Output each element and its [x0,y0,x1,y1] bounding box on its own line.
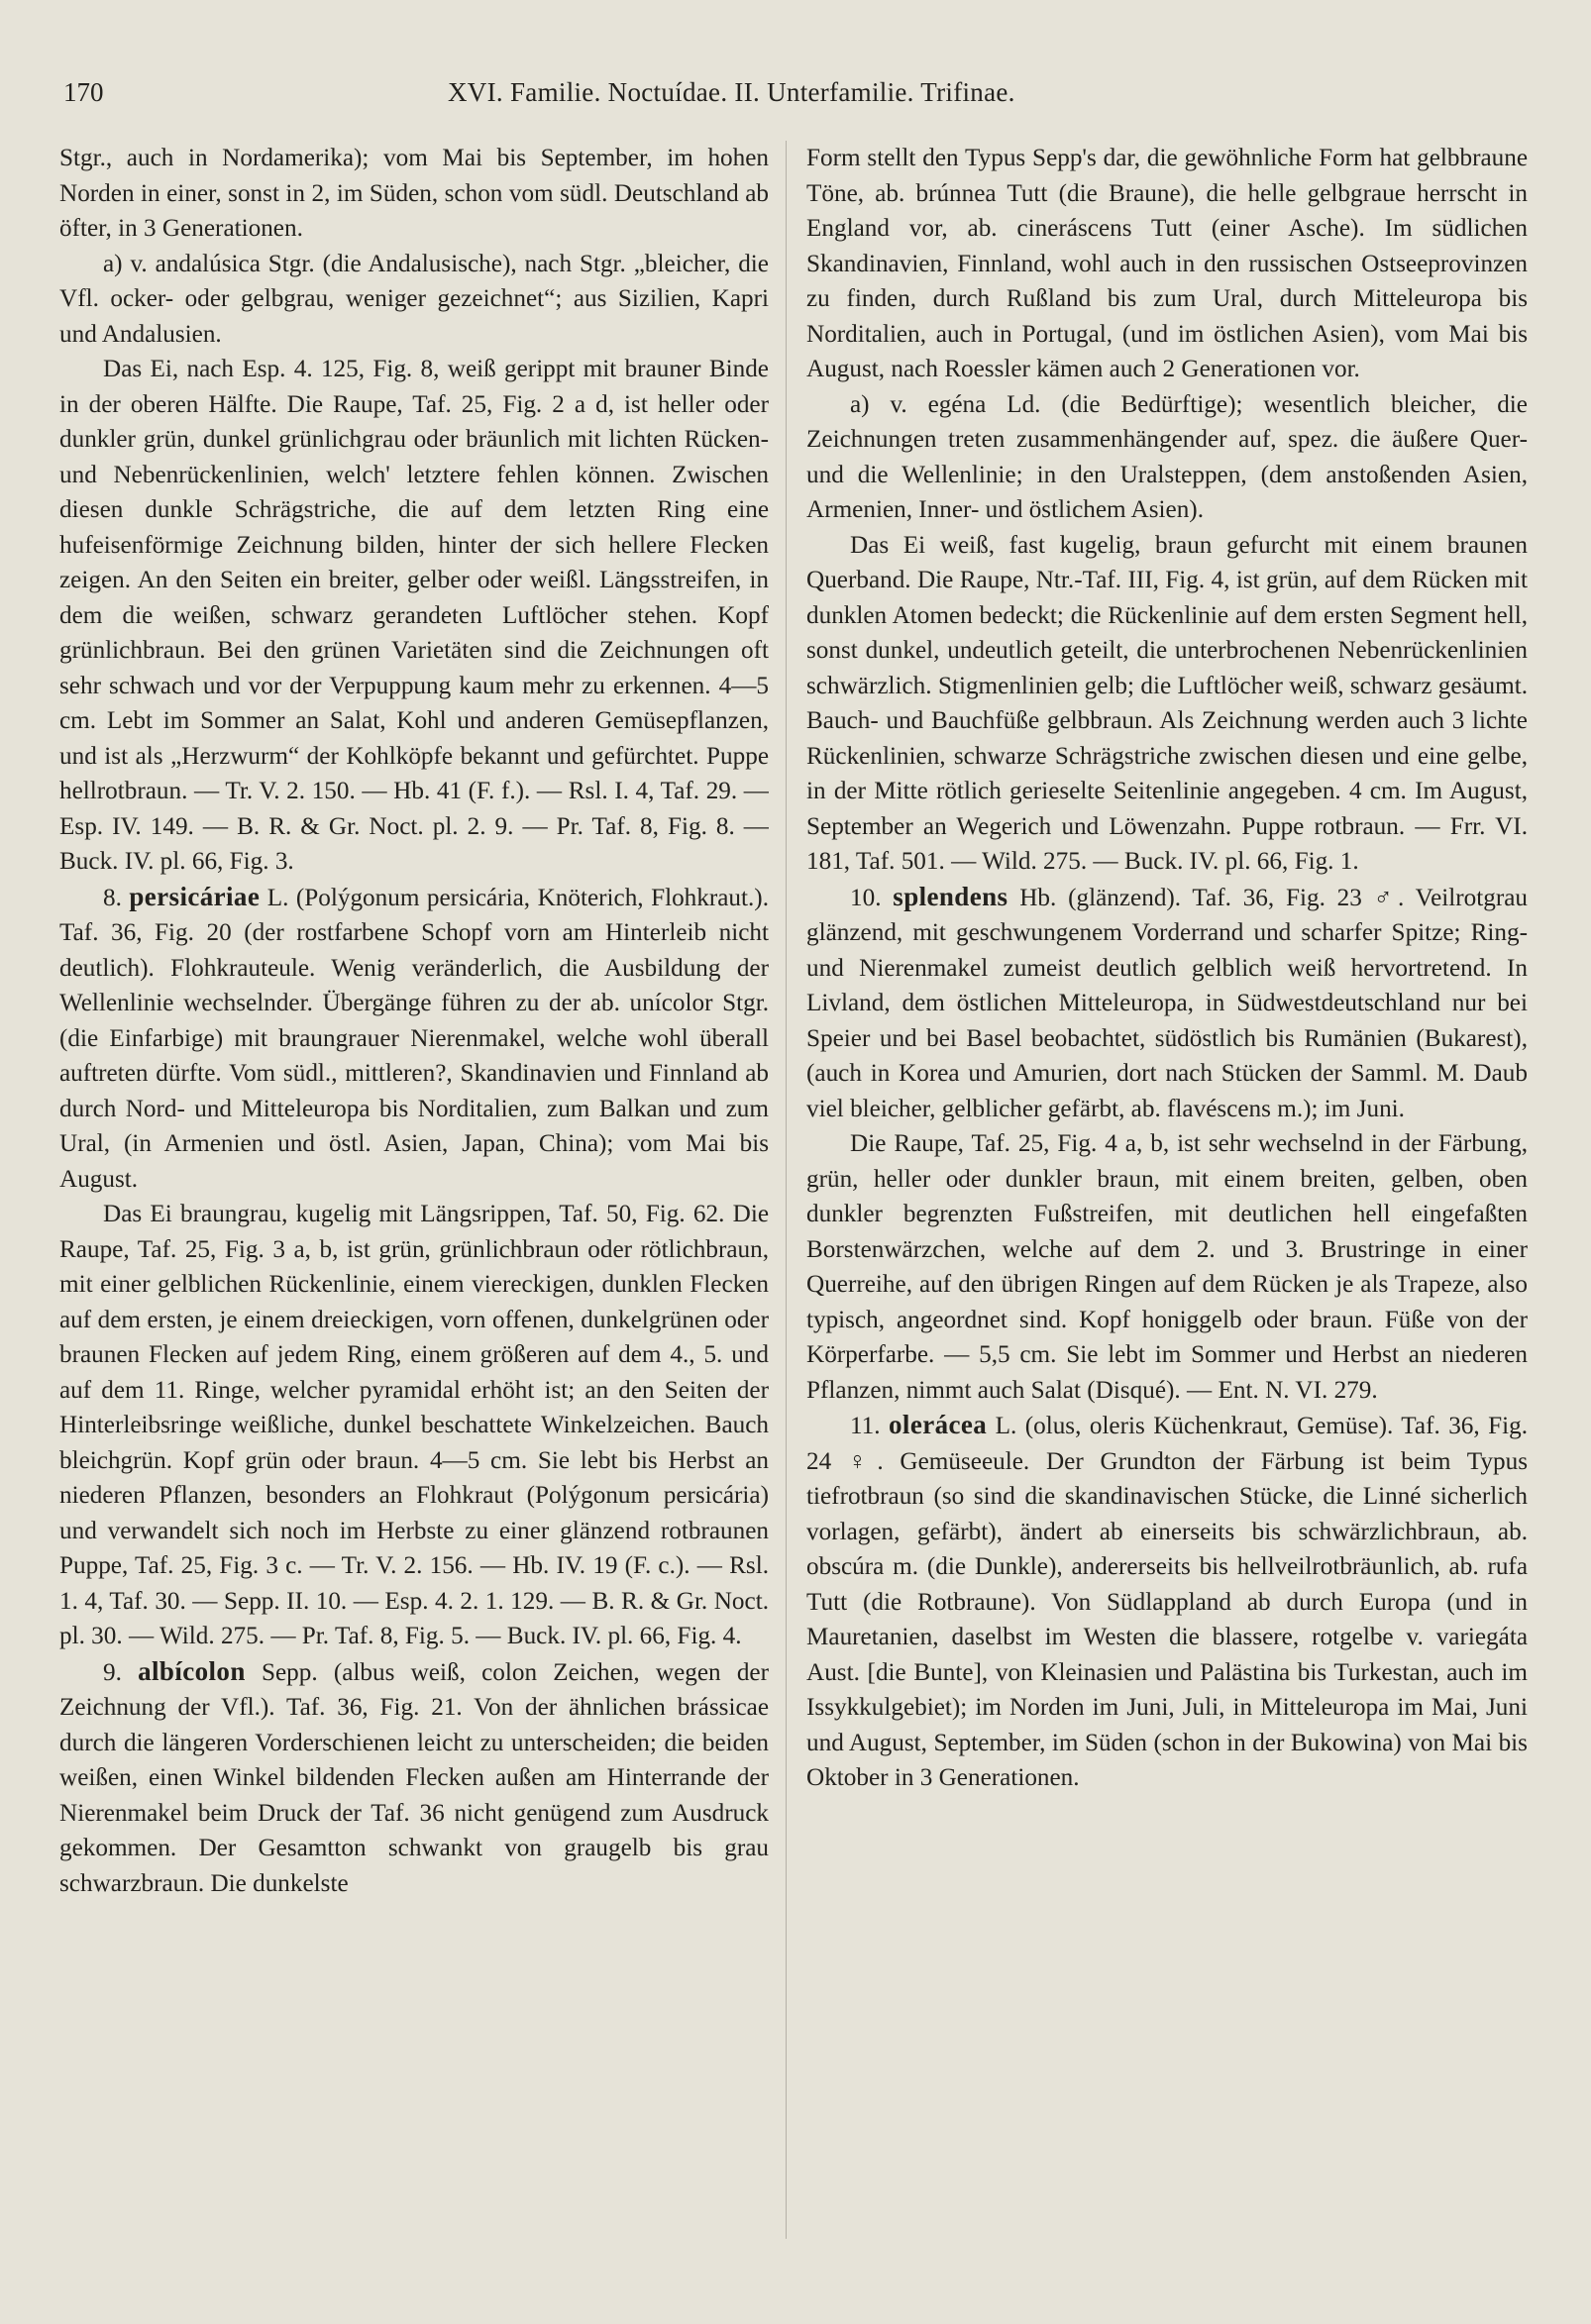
entry-number: 9. [103,1658,122,1686]
entry-number: 11. [850,1413,881,1439]
page-number: 170 [63,77,104,107]
entry-text: Hb. (glänzend). Taf. 36, Fig. 23 ♂. Veilrotgrau glänzend, mit geschwungenem Vorderrand und scharfer Spitze; Ring- und Nierenmakel zumeist deutlich gelblich weiß hervortretend. In Livland, dem östlichen Mitteleuropa, in Südwestdeutschland nur bei Speier und bei Basel beobachtet, südöstlich bis Rumänien (Bukarest), (auch in Korea und Amurien, dort nach Stücken der Samml. M. Daub viel bleicher, gelblicher gefärbt, ab. flavéscens m.); im Juni. [806,884,1528,1122]
species-entry [59,1654,769,1902]
paragraph: Das Ei braungrau, kugelig mit Längsrippen, Taf. 50, Fig. 62. Die Raupe, Taf. 25, Fig. 3 a, b, ist grün, grünlichbraun oder rötlichbraun, mit einer gelblichen Rückenlinie, einem viereckigen, dunklen Flecken auf dem ersten, je einem dreieckigen, vorn offenen, dunkelgrünen oder braunen Flecken auf jedem Ring, einem größeren auf dem 4., 5. und auf dem 11. Ringe, welcher pyramidal erhöht ist; an den Seiten der Hinterleibsringe weißliche, dunkel beschattete Winkelzeichen. Bauch bleichgrün. Kopf grün oder braun. 4—5 cm. Sie lebt bis Herbst an niederen Pflanzen, besonders an Flohkraut (Polýgonum persicária) und verwandelt sich noch im Herbste zu einer glänzend rotbraunen Puppe, Taf. 25, Fig. 3 c. — Tr. V. 2. 156. — Hb. IV. 19 (F. c.). — Rsl. 1. 4, Taf. 30. — Sepp. II. 10. — Esp. 4. 2. 1. 129. — B. R. & Gr. Noct. pl. 30. — Wild. 275. — Pr. Taf. 8, Fig. 5. — Buck. IV. pl. 66, Fig. 4. [59,1201,769,1649]
paragraph: Das Ei, nach Esp. 4. 125, Fig. 8, weiß gerippt mit brauner Binde in der oberen Hälfte. Die Raupe, Taf. 25, Fig. 2 a d, ist heller oder dunkler grün, dunkel grünlichgrau oder bräunlich mit lichten Rücken- und Nebenrückenlinien, welch' letztere fehlen können. Zwischen diesen dunkle Schrägstriche, die auf dem letzten Ring eine hufeisenförmige Zeichnung bilden, hinter der sich hellere Flecken zeigen. An den Seiten ein breiter, gelber oder weißl. Längsstreifen, in dem die weißen, schwarz gerandeten Luftlöcher stehen. Kopf grünlichbraun. Bei den grünen Varietäten sind die Zeichnungen oft sehr schwach und vor der Verpuppung kaum mehr zu erkennen. 4—5 cm. Lebt im Sommer an Salat, Kohl und anderen Gemüsepflanzen, und ist als „Herzwurm“ der Kohlköpfe bekannt und gefürchtet. Puppe hellrotbraun. — Tr. V. 2. 150. — Hb. 41 (F. f.). — Rsl. I. 4, Taf. 29. — Esp. IV. 149. — B. R. & Gr. Noct. pl. 2. 9. — Pr. Taf. 8, Fig. 8. — Buck. IV. pl. 66, Fig. 3. [59,356,769,875]
paragraph: Das Ei weiß, fast kugelig, braun gefurcht mit einem braunen Querband. Die Raupe, Ntr.-Taf. III, Fig. 4, ist grün, auf dem Rücken mit dunklen Atomen bedeckt; die Rückenlinie auf dem ersten Segment hell, sonst dunkel, undeutlich geteilt, die unterbrochenen Nebenrückenlinien schwärzlich. Stigmenlinien gelb; die Luftlöcher weiß, schwarz gesäumt. Bauch- und Bauchfüße gelbbraun. Als Zeichnung werden auch 3 lichte Rückenlinien, schwarze Schrägstriche zwischen diesen und eine gelbe, in der Mitte rötlich gerieselte Seitenlinie angegeben. 4 cm. Im August, September an Wegerich und Löwenzahn. Puppe rotbraun. — Frr. VI. 181, Taf. 501. — Wild. 275. — Buck. IV. pl. 66, Fig. 1. [806,531,1528,875]
entry-text: L. (olus, oleris Küchenkraut, Gemüse). Taf. 36, Fig. 24 ♀. Gemüseeule. Der Grundton der Färbung ist beim Typus tiefrotbraun (so sind die skandinavischen Stücke, die Linné sicherlich vorlagen, gefärbt), ändert ab einerseits bis schwärzlichbraun, ab. obscúra m. (die Dunkle), andererseits bis hellveilrotbräunlich, ab. rufa Tutt (die Rotbraune). Von Südlappland ab durch Europa (und in Mauretanien, daselbst im Westen die blassere, rotgelbe v. variegáta Aust. [die Bunte], von Kleinasien und Palästina bis Turkestan, auch im Issykkulgebiet); im Norden im Juni, Juli, in Mitteleuropa im Mai, Juni und August, September, im Süden (schon in der Bukowina) von Mai bis Oktober in 3 Generationen. [806,1413,1528,1791]
species-name: splendens [893,881,1008,911]
column-divider [786,141,787,2239]
species-entry [806,880,1528,1127]
left-column [59,141,769,2251]
running-header: XVI. Familie. Noctuídae. II. Unterfamilie. Trifinae. [448,77,1015,107]
species-entry [806,1408,1528,1796]
species-entry [59,880,769,1198]
paragraph: a) v. andalúsica Stgr. (die Andalusische), nach Stgr. „bleicher, die Vfl. ocker- oder gelbgrau, weniger gezeichnet“; aus Sizilien, Kapri und Andalusien. [59,250,769,348]
paragraph: Stgr., auch in Nordamerika); vom Mai bis September, im hohen Norden in einer, sonst in 2, im Süden, schon vom südl. Deutschland ab öfter, in 3 Generationen. [59,145,769,242]
species-name: albícolon [138,1655,246,1686]
paragraph: a) v. egéna Ld. (die Bedürftige); wesentlich bleicher, die Zeichnungen treten zusammenhängender auf, spez. die äußere Quer- und die Wellenlinie; in den Uralsteppen, (dem anstoßenden Asien, Armenien, Inner- und östlichem Asien). [806,390,1528,523]
entry-number: 10. [850,884,882,911]
right-column [806,141,1528,2251]
species-name: olerácea [889,1410,988,1439]
paragraph: Form stellt den Typus Sepp's dar, die gewöhnliche Form hat gelbbraune Töne, ab. brúnnea Tutt (die Braune), die helle gelbgraue herrscht in England vor, ab. cineráscens Tutt (einer Asche). Im südlichen Skandinavien, Finnland, wohl auch in den russischen Ostseeprovinzen zu finden, durch Rußland bis zum Ural, durch Mitteleuropa bis Norditalien, auch in Portugal, (und im östlichen Asien), vom Mai bis August, nach Roessler kämen auch 2 Generationen vor. [806,145,1528,382]
paragraph: Die Raupe, Taf. 25, Fig. 4 a, b, ist sehr wechselnd in der Färbung, grün, heller oder dunkler braun, mit einem breiten, gelben, oben dunkler begrenzten Fußstreifen, mit deutlichen hell eingefaßten Borstenwärzchen, welche auf dem 2. und 3. Brustringe in einer Querreihe, auf den übrigen Ringen auf dem Rücken je als Trapeze, also typisch, angeordnet sind. Kopf honiggelb oder braun. Füße von der Körperfarbe. — 5,5 cm. Sie lebt im Sommer und Herbst an niederen Pflanzen, nimmt auch Salat (Disqué). — Ent. N. VI. 279. [806,1130,1528,1404]
species-name: persicáriae [129,881,261,911]
entry-text: Sepp. (albus weiß, colon Zeichen, wegen der Zeichnung der Vfl.). Taf. 36, Fig. 21. Von der ähnlichen brássicae durch die längeren Vorderschienen leicht zu unterscheiden; die beiden weißen, einen Winkel bildenden Flecken außen am Hinterrande der Nierenmakel beim Druck der Taf. 36 nicht genügend zum Ausdruck gekommen. Der Gesamtton schwankt von graugelb bis grau schwarzbraun. Die dunkelste [59,1658,769,1897]
entry-text: L. (Polýgonum persicária, Knöterich, Flohkraut.). Taf. 36, Fig. 20 (der rostfarbene Schopf vorn am Hinterleib nicht deutlich). Flohkrauteule. Wenig veränderlich, die Ausbildung der Wellenlinie wechselnder. Übergänge führen zu der ab. unícolor Stgr. (die Einfarbige) mit braungrauer Nierenmakel, welche wohl überall auftreten dürfte. Vom südl., mittleren?, Skandinavien und Finnland ab durch Nord- und Mitteleuropa bis Norditalien, zum Balkan und zum Ural, (in Armenien und östl. Asien, Japan, China); vom Mai bis August. [59,884,769,1193]
entry-number: 8. [103,884,122,911]
